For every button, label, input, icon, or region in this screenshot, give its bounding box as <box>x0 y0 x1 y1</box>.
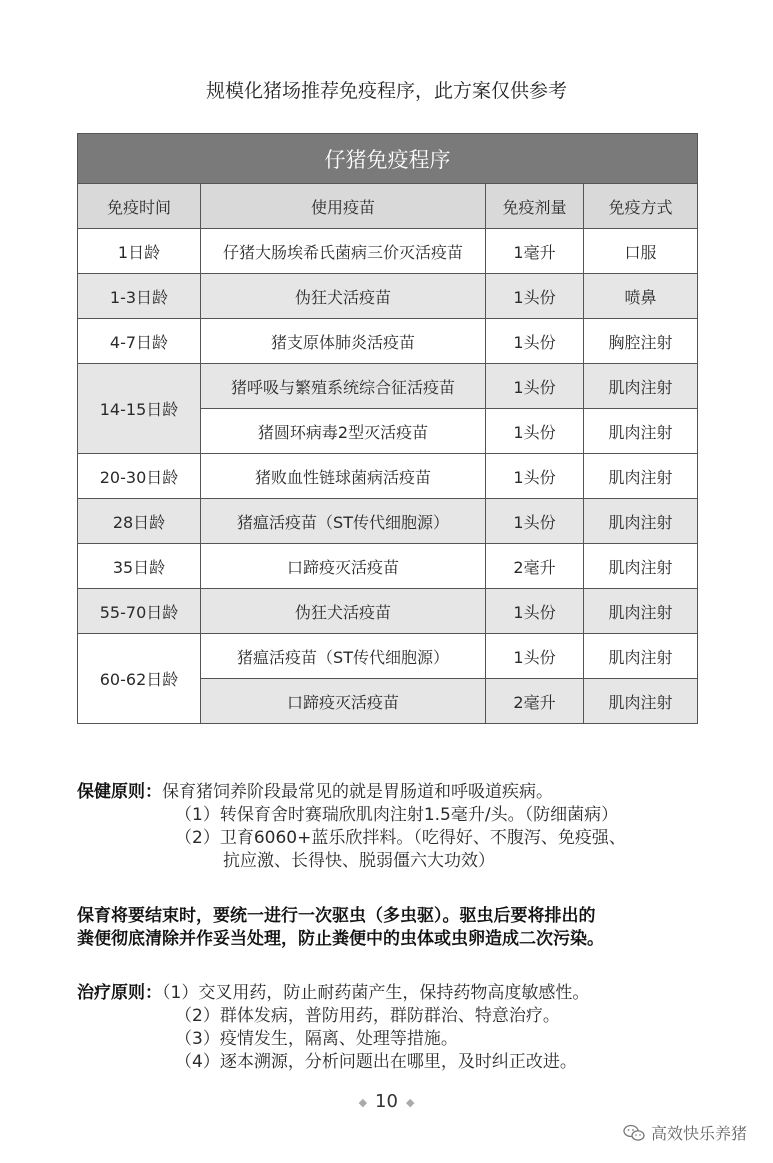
cell-dose: 1头份 <box>486 274 584 319</box>
cell-dose: 1头份 <box>486 409 584 454</box>
treatment-principles <box>77 982 589 1074</box>
deworm-line-1: 保育将要结束时，要统一进行一次驱虫（多虫驱）。驱虫后要将排出的 <box>77 906 596 926</box>
cell-vaccine: 伪狂犬活疫苗 <box>201 274 486 319</box>
cell-method: 肌肉注射 <box>584 679 698 724</box>
cell-dose: 2毫升 <box>486 544 584 589</box>
diamond-icon: ◆ <box>358 1095 368 1109</box>
cell-method: 胸腔注射 <box>584 319 698 364</box>
cell-time: 4-7日龄 <box>78 319 201 364</box>
treatment-item-2: （2）群体发病，普防用药，群防群治、特意治疗。 <box>175 1006 560 1026</box>
health-label: 保健原则： <box>77 782 162 802</box>
document-title: 规模化猪场推荐免疫程序，此方案仅供参考 <box>205 80 567 102</box>
table-row <box>78 319 698 364</box>
cell-vaccine: 仔猪大肠埃希氏菌病三价灭活疫苗 <box>201 229 486 274</box>
table-row <box>78 499 698 544</box>
cell-dose: 2毫升 <box>486 679 584 724</box>
cell-dose: 1头份 <box>486 499 584 544</box>
immunization-table <box>77 133 698 724</box>
table-row <box>78 589 698 634</box>
treatment-item-1: （1）交叉用药，防止耐药菌产生，保持药物高度敏感性。 <box>162 983 590 1003</box>
cell-vaccine: 口蹄疫灭活疫苗 <box>201 544 486 589</box>
table-row <box>78 364 698 409</box>
cell-vaccine: 伪狂犬活疫苗 <box>201 589 486 634</box>
cell-vaccine: 口蹄疫灭活疫苗 <box>201 679 486 724</box>
cell-method: 肌肉注射 <box>584 364 698 409</box>
header-dose: 免疫剂量 <box>486 184 584 229</box>
treatment-label: 治疗原则： <box>77 983 162 1003</box>
health-item-1: （1）转保育舍时赛瑞欣肌肉注射1.5毫升/头。（防细菌病） <box>175 805 619 825</box>
cell-dose: 1头份 <box>486 634 584 679</box>
table-header-row <box>78 184 698 229</box>
treatment-item-4: （4）逐本溯源，分析问题出在哪里，及时纠正改进。 <box>175 1052 577 1072</box>
cell-time: 1-3日龄 <box>78 274 201 319</box>
cell-method: 肌肉注射 <box>584 454 698 499</box>
header-time: 免疫时间 <box>78 184 201 229</box>
watermark-text: 高效快乐养猪 <box>650 1124 747 1143</box>
page-number-text: 10 <box>375 1091 398 1112</box>
cell-method: 肌肉注射 <box>584 409 698 454</box>
health-intro: 保育猪饲养阶段最常见的就是胃肠道和呼吸道疾病。 <box>162 782 553 802</box>
deworm-paragraph <box>77 905 604 951</box>
health-item-2: （2）卫育6060+蓝乐欣拌料。（吃得好、不腹泻、免疫强、 <box>175 828 626 848</box>
watermark <box>623 1121 747 1144</box>
cell-dose: 1头份 <box>486 364 584 409</box>
cell-time: 28日龄 <box>78 499 201 544</box>
table-row <box>78 454 698 499</box>
cell-time: 20-30日龄 <box>78 454 201 499</box>
treatment-item-3: （3）疫情发生，隔离、处理等措施。 <box>175 1029 458 1049</box>
cell-dose: 1头份 <box>486 589 584 634</box>
table-row <box>78 274 698 319</box>
table-title: 仔猪免疫程序 <box>78 134 698 184</box>
wechat-icon <box>623 1124 645 1142</box>
cell-dose: 1头份 <box>486 319 584 364</box>
cell-method: 肌肉注射 <box>584 589 698 634</box>
cell-dose: 1毫升 <box>486 229 584 274</box>
cell-method: 肌肉注射 <box>584 634 698 679</box>
cell-vaccine: 猪圆环病毒2型灭活疫苗 <box>201 409 486 454</box>
cell-vaccine: 猪支原体肺炎活疫苗 <box>201 319 486 364</box>
cell-time: 1日龄 <box>78 229 201 274</box>
table-row <box>78 634 698 679</box>
page-number <box>0 1091 773 1112</box>
health-principles <box>77 781 626 873</box>
cell-method: 喷鼻 <box>584 274 698 319</box>
cell-method: 肌肉注射 <box>584 499 698 544</box>
diamond-icon: ◆ <box>405 1095 415 1109</box>
cell-time: 60-62日龄 <box>78 634 201 724</box>
cell-vaccine: 猪败血性链球菌病活疫苗 <box>201 454 486 499</box>
cell-time: 55-70日龄 <box>78 589 201 634</box>
cell-vaccine: 猪呼吸与繁殖系统综合征活疫苗 <box>201 364 486 409</box>
health-item-2-cont: 抗应激、长得快、脱弱僵六大功效） <box>223 851 495 871</box>
deworm-line-2: 粪便彻底清除并作妥当处理，防止粪便中的虫体或虫卵造成二次污染。 <box>77 929 604 949</box>
cell-vaccine: 猪瘟活疫苗（ST传代细胞源） <box>201 499 486 544</box>
cell-time: 14-15日龄 <box>78 364 201 454</box>
table-row <box>78 229 698 274</box>
header-vaccine: 使用疫苗 <box>201 184 486 229</box>
cell-method: 肌肉注射 <box>584 544 698 589</box>
table-row <box>78 544 698 589</box>
cell-method: 口服 <box>584 229 698 274</box>
header-method: 免疫方式 <box>584 184 698 229</box>
cell-dose: 1头份 <box>486 454 584 499</box>
cell-vaccine: 猪瘟活疫苗（ST传代细胞源） <box>201 634 486 679</box>
cell-time: 35日龄 <box>78 544 201 589</box>
